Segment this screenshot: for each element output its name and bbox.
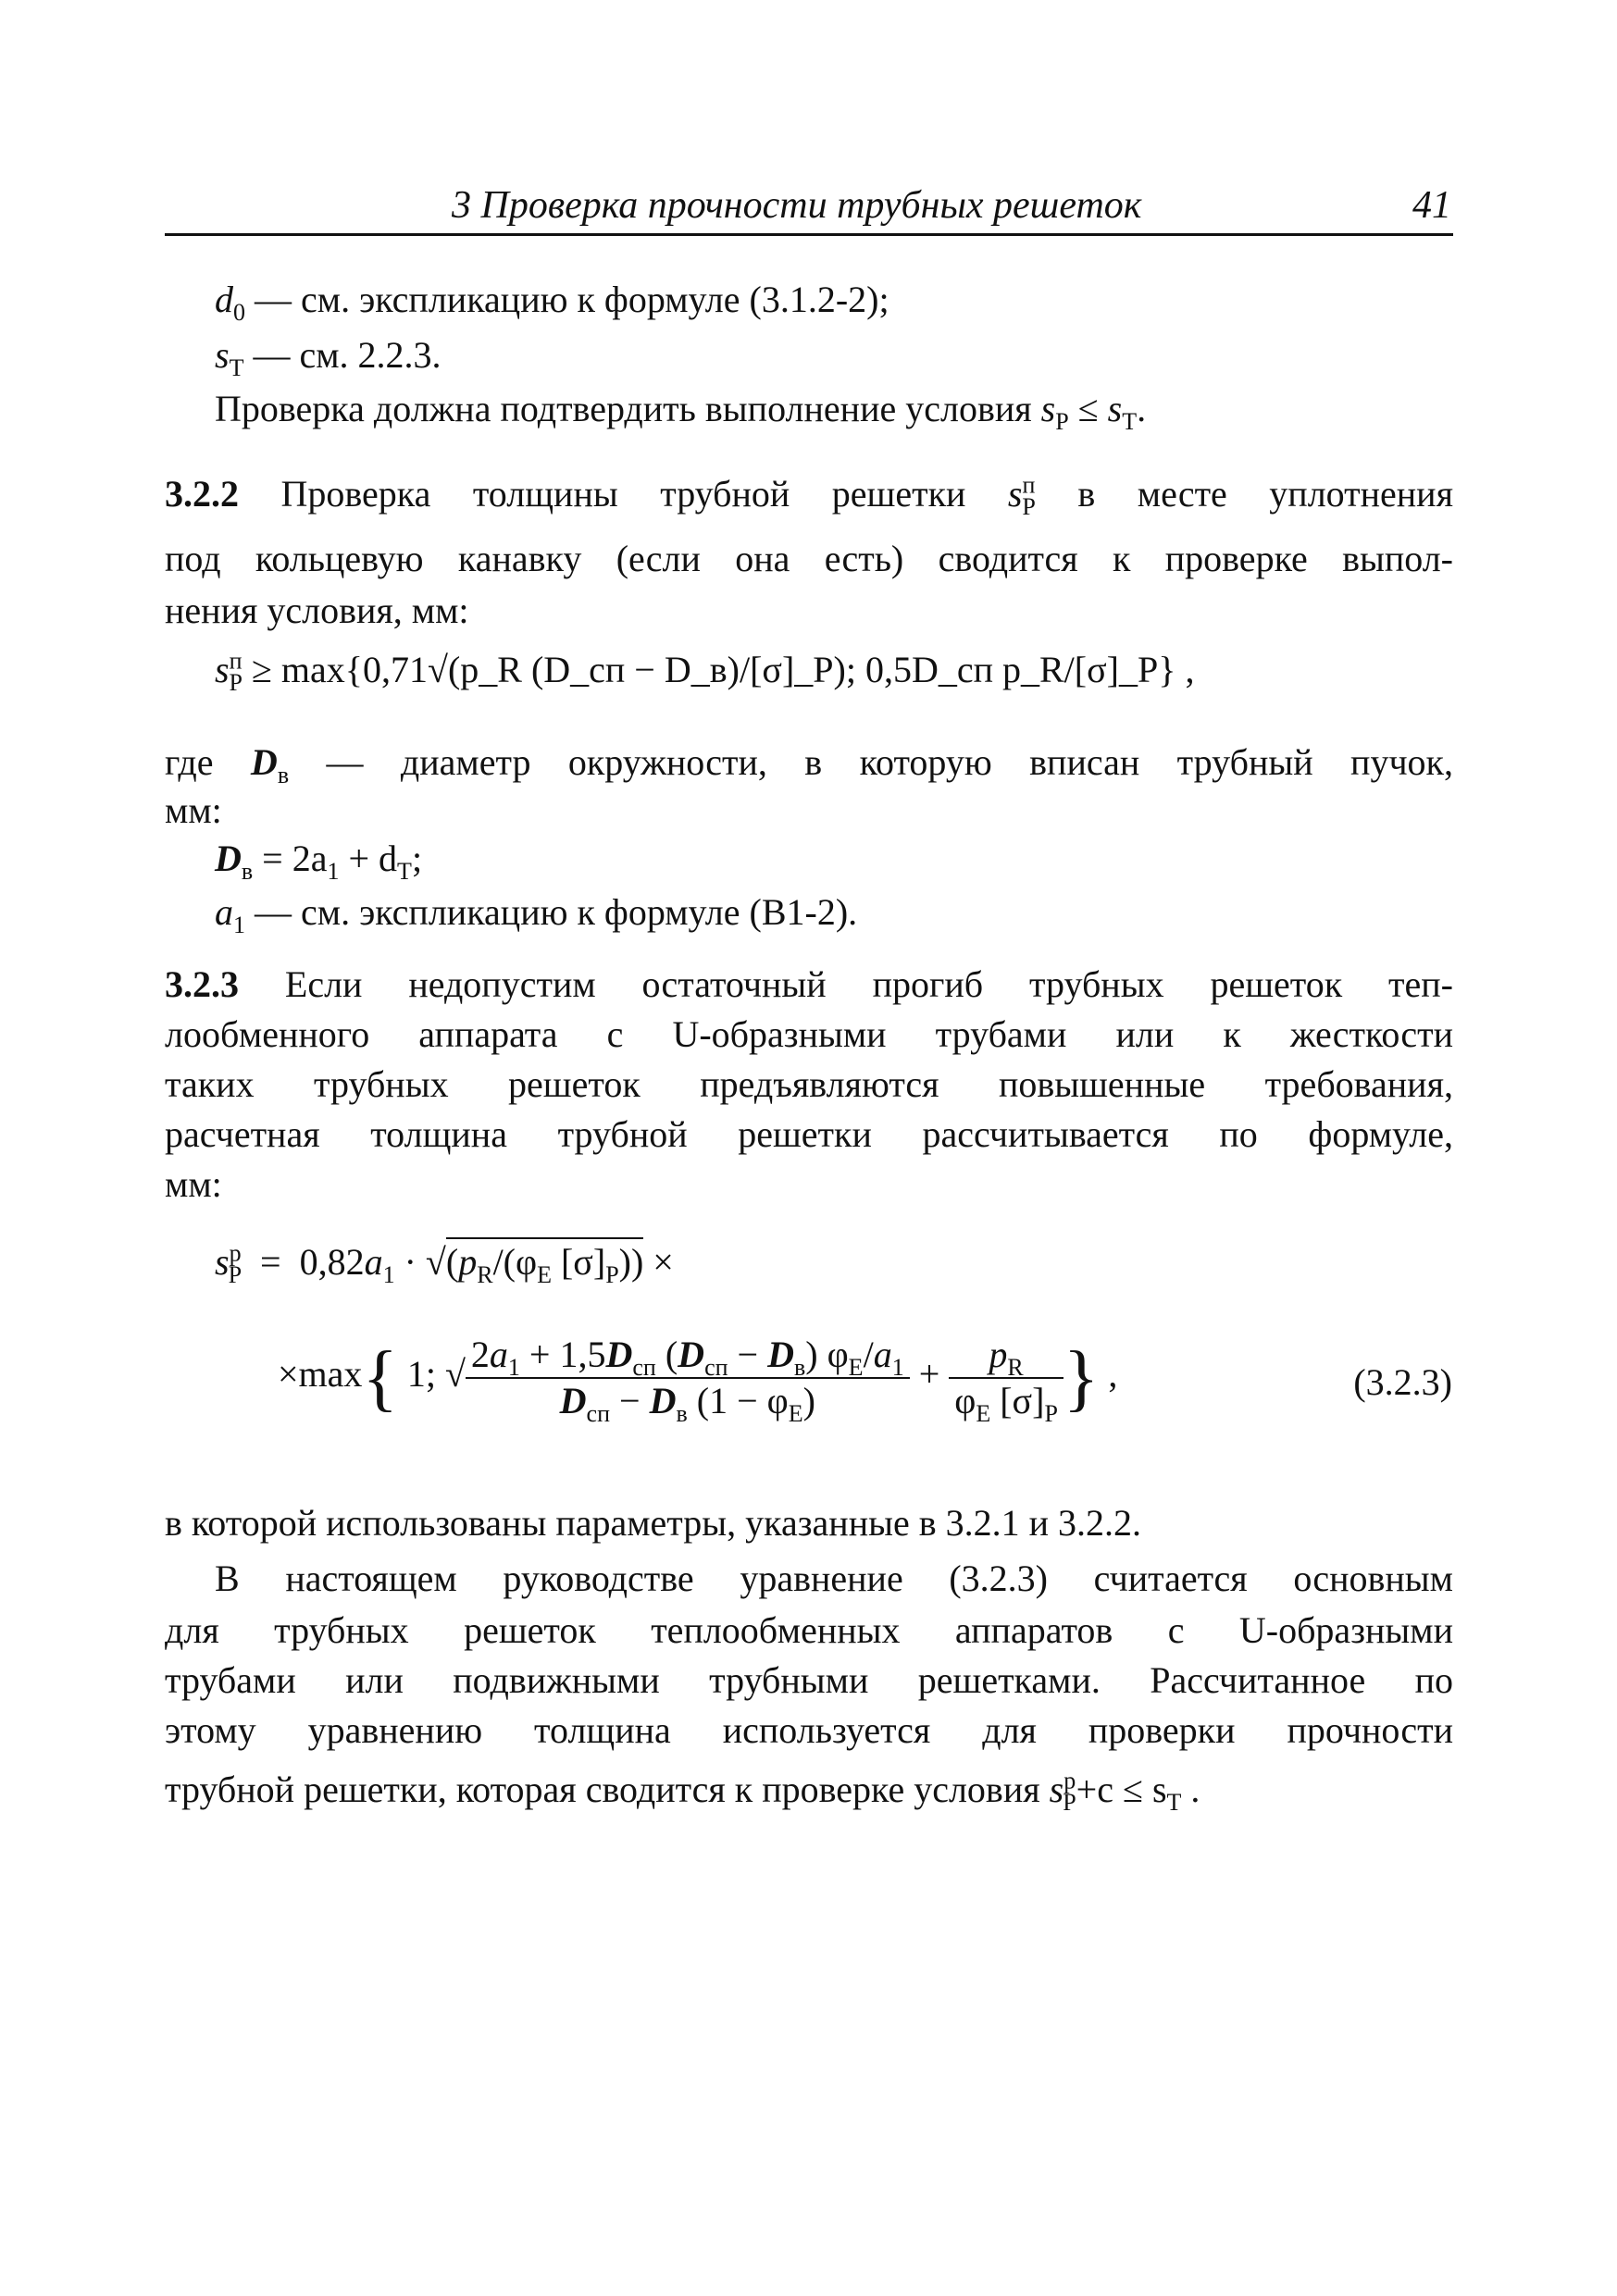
after-formula: в которой использованы параметры, указанные в 3.2.1 и 3.2.2. [165, 1502, 1142, 1544]
para-line3: трубами или подвижными трубными решетками. Рассчитанное по [165, 1659, 1453, 1701]
para-line4: этому уравнению толщина используется для проверки прочности [165, 1709, 1453, 1751]
sec322-where-line2: мм: [165, 789, 222, 831]
para-line2: для трубных решеток теплообменных аппаратов с U-образными [165, 1609, 1453, 1651]
sec323-line3: таких трубных решеток предъявляются повышенные требования, [165, 1063, 1453, 1105]
formula-323-line2: ×max{ 1; √ $\frac{2a_1 + 1,5D_{сп} (D_{сп} - D_в) \varphi_E/a_1}{D_{сп} - D_в (1 - \varphi_E)}$ + $\frac{p_R}{\varphi_E [\sigma]_P}$ } , [278, 1334, 1118, 1427]
formula-322: $s^п_P$ ≥ max{0,71√(p_R (D_сп − D_в)/[σ]_P); 0,5D_сп p_R/[σ]_P} , [215, 647, 1195, 696]
dv-equation: $D_в = 2a_1 + d_T$; [215, 838, 423, 885]
sec322-line3: нения условия, мм: [165, 590, 469, 631]
sec322-where: где $D_в$ — диаметр окружности, в которую вписан трубный пучок, [165, 741, 1453, 788]
a1-explication: $a_1$ — см. экспликацию к формуле (В1-2). [215, 891, 858, 938]
sec323-line2: лообменного аппарата с U-образными трубами или к жесткости [165, 1013, 1453, 1055]
chapter-title: 3 Проверка прочности трубных решеток [452, 184, 1142, 227]
sec322-line2: под кольцевую канавку (если она есть) сводится к проверке выпол- [165, 538, 1453, 579]
sec323-line1: 3.2.3 Если недопустим остаточный прогиб трубных решеток теп- [165, 963, 1453, 1005]
sec323-line4: расчетная толщина трубной решетки рассчитывается по формуле, [165, 1113, 1453, 1155]
explication-d0: $d_0$ — см. экспликацию к формуле (3.1.2-2); [215, 279, 889, 326]
page-header [165, 176, 1453, 236]
sec322-line1: 3.2.2 Проверка толщины трубной решетки $s^п_P$ в месте уплотнения [165, 471, 1453, 520]
formula-323-line1: $s^р_P = 0,82a_1 \cdot √(p_R/(\varphi_E$ $[\sigma]_P$)) × [215, 1240, 674, 1285]
check-condition: Проверка должна подтвердить выполнение условия $s_P \le s_T$. [215, 388, 1147, 435]
para-line1: В настоящем руководстве уравнение (3.2.3) считается основным [215, 1558, 1453, 1599]
sec323-line5: мм: [165, 1163, 222, 1205]
explication-sT: $s_T$ — см. 2.2.3. [215, 334, 442, 381]
equation-number: (3.2.3) [1353, 1361, 1452, 1403]
page-number: 41 [1412, 184, 1451, 227]
para-line5: трубной решетки, которая сводится к проверке условия $s^р_P+c \le s_T$ . [165, 1767, 1200, 1816]
